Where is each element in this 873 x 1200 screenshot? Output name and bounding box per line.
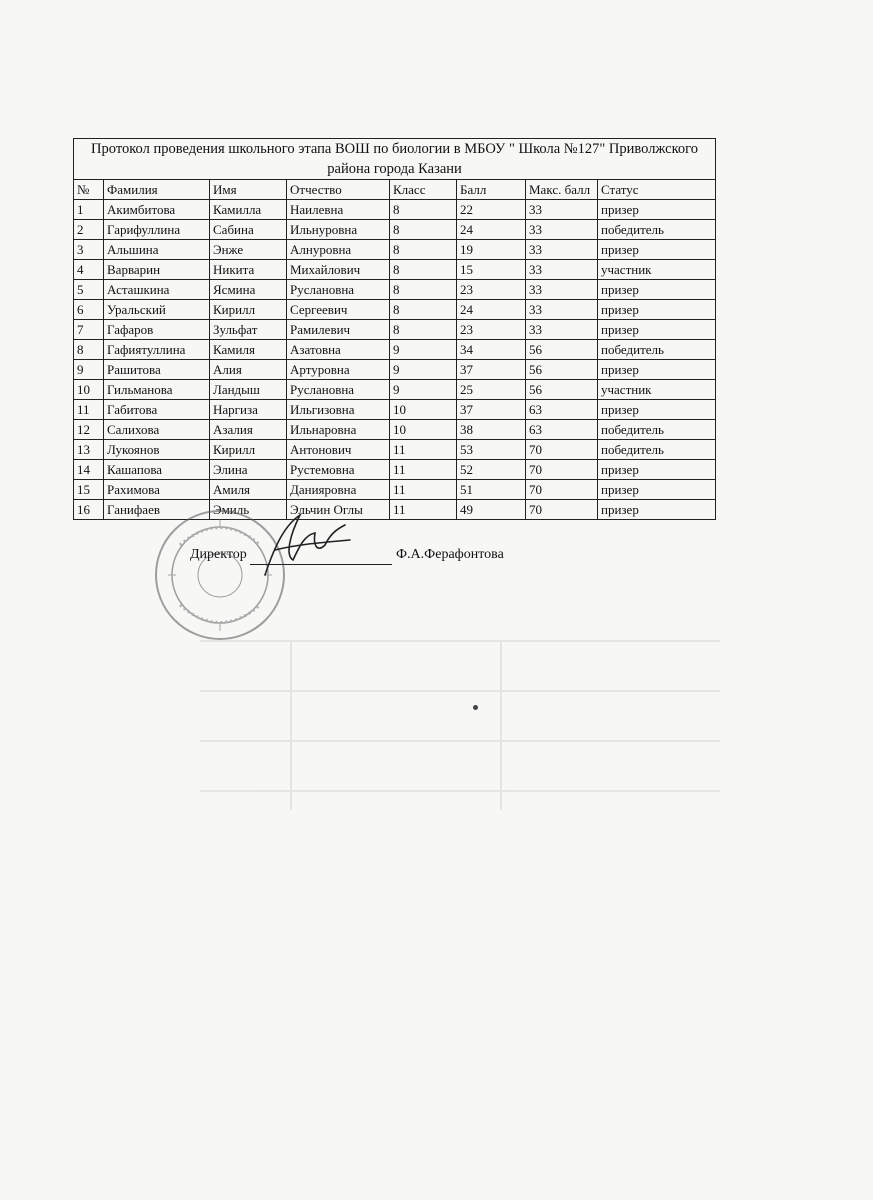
table-cell: 5 bbox=[74, 280, 104, 300]
table-cell: 8 bbox=[390, 280, 457, 300]
table-cell: Азатовна bbox=[287, 340, 390, 360]
table-cell: 37 bbox=[457, 400, 526, 420]
table-cell: Михайлович bbox=[287, 260, 390, 280]
column-header: Фамилия bbox=[104, 180, 210, 200]
table-cell: 63 bbox=[526, 400, 598, 420]
table-cell: 2 bbox=[74, 220, 104, 240]
table-cell: 23 bbox=[457, 280, 526, 300]
column-header: № bbox=[74, 180, 104, 200]
table-cell: Сергеевич bbox=[287, 300, 390, 320]
table-cell: Кирилл bbox=[210, 440, 287, 460]
table-cell: Гильманова bbox=[104, 380, 210, 400]
table-cell: 11 bbox=[390, 480, 457, 500]
table-cell: участник bbox=[598, 260, 716, 280]
table-cell: Гафаров bbox=[104, 320, 210, 340]
table-cell: Рустемовна bbox=[287, 460, 390, 480]
table-cell: Эмиль bbox=[210, 500, 287, 520]
table-cell: Алия bbox=[210, 360, 287, 380]
table-cell: 8 bbox=[74, 340, 104, 360]
table-cell: Зульфат bbox=[210, 320, 287, 340]
table-cell: призер bbox=[598, 480, 716, 500]
table-cell: 33 bbox=[526, 200, 598, 220]
table-cell: Наилевна bbox=[287, 200, 390, 220]
table-cell: призер bbox=[598, 500, 716, 520]
table-cell: 70 bbox=[526, 440, 598, 460]
table-cell: 8 bbox=[390, 200, 457, 220]
table-row bbox=[74, 220, 716, 240]
table-cell: Камилла bbox=[210, 200, 287, 220]
table-cell: Ландыш bbox=[210, 380, 287, 400]
table-cell: 33 bbox=[526, 320, 598, 340]
ink-speck bbox=[473, 705, 478, 710]
table-cell: призер bbox=[598, 460, 716, 480]
table-cell: 25 bbox=[457, 380, 526, 400]
header-row bbox=[74, 180, 716, 200]
table-cell: 10 bbox=[390, 420, 457, 440]
table-row bbox=[74, 360, 716, 380]
table-cell: победитель bbox=[598, 440, 716, 460]
table-cell: Наргиза bbox=[210, 400, 287, 420]
table-cell: Рамилевич bbox=[287, 320, 390, 340]
column-header: Макс. балл bbox=[526, 180, 598, 200]
page-title: Протокол проведения школьного этапа ВОШ по биологии в МБОУ " Школа №127" Приволжского района города Казани bbox=[74, 139, 716, 180]
table-cell: призер bbox=[598, 240, 716, 260]
table-cell: победитель bbox=[598, 340, 716, 360]
table-cell: 24 bbox=[457, 300, 526, 320]
table-cell: 4 bbox=[74, 260, 104, 280]
table-cell: призер bbox=[598, 280, 716, 300]
table-cell: 70 bbox=[526, 500, 598, 520]
results-table bbox=[73, 138, 716, 520]
table-cell: Никита bbox=[210, 260, 287, 280]
table-cell: 9 bbox=[390, 360, 457, 380]
column-header: Статус bbox=[598, 180, 716, 200]
table-cell: Данияровна bbox=[287, 480, 390, 500]
table-row bbox=[74, 240, 716, 260]
column-header: Балл bbox=[457, 180, 526, 200]
table-cell: 22 bbox=[457, 200, 526, 220]
table-cell: 19 bbox=[457, 240, 526, 260]
table-cell: Салихова bbox=[104, 420, 210, 440]
table-cell: Кашапова bbox=[104, 460, 210, 480]
table-cell: Лукоянов bbox=[104, 440, 210, 460]
table-cell: 11 bbox=[390, 460, 457, 480]
table-cell: 23 bbox=[457, 320, 526, 340]
table-cell: 9 bbox=[390, 380, 457, 400]
table-cell: Альшина bbox=[104, 240, 210, 260]
table-cell: 16 bbox=[74, 500, 104, 520]
table-cell: Азалия bbox=[210, 420, 287, 440]
table-cell: Сабина bbox=[210, 220, 287, 240]
table-cell: Гарифуллина bbox=[104, 220, 210, 240]
table-cell: 8 bbox=[390, 320, 457, 340]
table-cell: 13 bbox=[74, 440, 104, 460]
table-cell: Артуровна bbox=[287, 360, 390, 380]
table-cell: Амиля bbox=[210, 480, 287, 500]
table-cell: 56 bbox=[526, 340, 598, 360]
table-cell: 9 bbox=[74, 360, 104, 380]
table-cell: Руслановна bbox=[287, 380, 390, 400]
table-cell: Энже bbox=[210, 240, 287, 260]
table-cell: 9 bbox=[390, 340, 457, 360]
table-cell: Варварин bbox=[104, 260, 210, 280]
table-cell: призер bbox=[598, 360, 716, 380]
table-cell: Ильнуровна bbox=[287, 220, 390, 240]
table-cell: Ясмина bbox=[210, 280, 287, 300]
table-cell: Рахимова bbox=[104, 480, 210, 500]
table-row bbox=[74, 300, 716, 320]
table-cell: Габитова bbox=[104, 400, 210, 420]
table-row bbox=[74, 260, 716, 280]
column-header: Класс bbox=[390, 180, 457, 200]
table-cell: Рашитова bbox=[104, 360, 210, 380]
handwritten-signature bbox=[245, 505, 355, 585]
table-cell: 33 bbox=[526, 260, 598, 280]
table-row bbox=[74, 480, 716, 500]
table-cell: 1 bbox=[74, 200, 104, 220]
table-cell: 38 bbox=[457, 420, 526, 440]
table-cell: 24 bbox=[457, 220, 526, 240]
table-cell: 3 bbox=[74, 240, 104, 260]
table-cell: Руслановна bbox=[287, 280, 390, 300]
table-cell: 11 bbox=[390, 500, 457, 520]
table-cell: 51 bbox=[457, 480, 526, 500]
table-row bbox=[74, 280, 716, 300]
title-row bbox=[74, 139, 716, 180]
table-cell: 56 bbox=[526, 360, 598, 380]
table-cell: 8 bbox=[390, 260, 457, 280]
table-cell: 8 bbox=[390, 240, 457, 260]
table-cell: участник bbox=[598, 380, 716, 400]
table-cell: 7 bbox=[74, 320, 104, 340]
table-cell: 52 bbox=[457, 460, 526, 480]
table-cell: Асташкина bbox=[104, 280, 210, 300]
table-cell: 33 bbox=[526, 280, 598, 300]
table-cell: 53 bbox=[457, 440, 526, 460]
table-cell: призер bbox=[598, 320, 716, 340]
table-cell: Антонович bbox=[287, 440, 390, 460]
table-cell: победитель bbox=[598, 420, 716, 440]
table-cell: 6 bbox=[74, 300, 104, 320]
table-cell: 34 bbox=[457, 340, 526, 360]
table-row bbox=[74, 440, 716, 460]
signature-block bbox=[150, 505, 570, 635]
table-cell: призер bbox=[598, 200, 716, 220]
column-header: Отчество bbox=[287, 180, 390, 200]
table-cell: 33 bbox=[526, 240, 598, 260]
director-label: Директор bbox=[190, 547, 247, 562]
table-cell: 12 bbox=[74, 420, 104, 440]
table-cell: 70 bbox=[526, 480, 598, 500]
table-row bbox=[74, 320, 716, 340]
table-cell: 10 bbox=[390, 400, 457, 420]
table-cell: Элина bbox=[210, 460, 287, 480]
table-cell: Акимбитова bbox=[104, 200, 210, 220]
table-cell: Уральский bbox=[104, 300, 210, 320]
table-cell: Ганифаев bbox=[104, 500, 210, 520]
table-cell: призер bbox=[598, 300, 716, 320]
table-cell: призер bbox=[598, 400, 716, 420]
table-row bbox=[74, 380, 716, 400]
table-cell: Алнуровна bbox=[287, 240, 390, 260]
table-cell: 14 bbox=[74, 460, 104, 480]
table-cell: 33 bbox=[526, 300, 598, 320]
table-row bbox=[74, 200, 716, 220]
table-cell: 37 bbox=[457, 360, 526, 380]
table-cell: 33 bbox=[526, 220, 598, 240]
table-cell: Камиля bbox=[210, 340, 287, 360]
table-cell: 8 bbox=[390, 220, 457, 240]
table-row bbox=[74, 400, 716, 420]
bleed-through bbox=[200, 630, 720, 830]
director-name: Ф.А.Ферафонтова bbox=[396, 547, 504, 562]
table-row bbox=[74, 420, 716, 440]
table-cell: 49 bbox=[457, 500, 526, 520]
column-header: Имя bbox=[210, 180, 287, 200]
table-cell: 63 bbox=[526, 420, 598, 440]
table-cell: Кирилл bbox=[210, 300, 287, 320]
table-cell: Эльчин Оглы bbox=[287, 500, 390, 520]
table-cell: 8 bbox=[390, 300, 457, 320]
table-cell: 11 bbox=[74, 400, 104, 420]
table-cell: 15 bbox=[457, 260, 526, 280]
table-cell: 56 bbox=[526, 380, 598, 400]
table-cell: 70 bbox=[526, 460, 598, 480]
table-cell: 15 bbox=[74, 480, 104, 500]
table-cell: Ильгизовна bbox=[287, 400, 390, 420]
table-cell: победитель bbox=[598, 220, 716, 240]
table-cell: Ильнаровна bbox=[287, 420, 390, 440]
table-row bbox=[74, 340, 716, 360]
table-cell: Гафиятуллина bbox=[104, 340, 210, 360]
table-row bbox=[74, 460, 716, 480]
table-cell: 10 bbox=[74, 380, 104, 400]
table-cell: 11 bbox=[390, 440, 457, 460]
